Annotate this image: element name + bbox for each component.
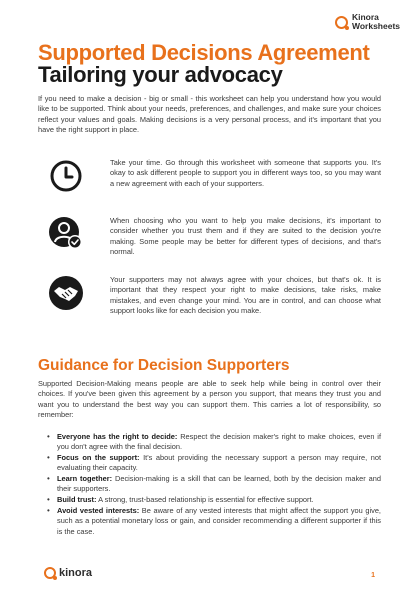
clock-icon (48, 158, 84, 194)
point-label: Focus on the support: (57, 453, 140, 463)
point-text: Decision-making is a skill that can be learned, both by the decision maker and their supporters. (57, 474, 381, 494)
footer-brand: kinora (59, 567, 93, 579)
page-title: Supported Decisions Agreement (38, 40, 370, 65)
list-item (38, 432, 381, 453)
feature-take-your-time (38, 158, 381, 194)
guidance-paragraph: Supported Decision-Making means people are able to seek help while being in control over their choices. If you've been given this agreement by a person you support, that means they trust you and want you to understand the best way you can support them. This carries a lot of responsibility, so remember: (38, 379, 381, 419)
point-label: Everyone has the right to decide: (57, 432, 178, 441)
list-item (38, 474, 381, 495)
kinora-logo-icon (335, 16, 348, 29)
page-subtitle: Tailoring your advocacy (38, 62, 283, 87)
point-text: Respect the decision maker's right to make choices, even if you don't agree with the final decision. (57, 432, 382, 452)
point-text: A strong, trust-based relationship is essential for effective support. (96, 495, 314, 505)
point-text: It's about providing the necessary support a person may require, not evaluating their capacity. (57, 453, 381, 473)
point-label: Avoid vested interests: (57, 506, 140, 516)
feature-text: When choosing who you want to help you make decisions, it's important to consider whether you trust them and if they are suited to the decision you're making. Some people may be better for different types of decisions, and that's normal. (110, 216, 381, 256)
kinora-footer-logo (44, 567, 92, 579)
guidance-heading: Guidance for Decision Supporters (38, 357, 290, 374)
point-label: Learn together: (57, 474, 113, 484)
intro-paragraph: If you need to make a decision - big or small - this worksheet can help you understand how you would like to be supported. Think about your needs, preferences, and challenges, and make sure your choices reflect your values and goals. Making decisions is a very personal process, and it's important that you have the right support in place. (38, 94, 381, 134)
logo-brand: Kinora (351, 12, 379, 22)
feature-text: Your supporters may not always agree with your choices, but that's ok. It is important that they respect your right to make decisions, take risks, make mistakes, and even change your mind. You are in control, and can choose what support looks like for each decision you make. (110, 275, 381, 315)
feature-respect-choices (38, 275, 381, 316)
list-item (38, 453, 381, 474)
list-item (38, 495, 381, 505)
feature-text: Take your time. Go through this worksheet with someone that supports you. It's okay to ask different people to support you in different ways too, so you may want a new agreement with each of your supporters. (110, 158, 381, 188)
kinora-worksheets-logo (335, 13, 400, 31)
logo-sub: Worksheets (351, 21, 400, 31)
person-check-icon (48, 216, 84, 252)
point-label: Build trust: (57, 495, 97, 505)
kinora-logo-icon (44, 567, 56, 579)
list-item (38, 506, 381, 537)
handshake-icon (48, 275, 84, 311)
feature-choosing-supporters (38, 216, 381, 257)
point-text: Be aware of any vested interests that might affect the support you give, such as a potential monetary loss or gain, and consider recommending a different supporter if this is the case. (57, 506, 381, 536)
page-number: 1 (371, 572, 375, 579)
guidance-list (38, 432, 381, 537)
